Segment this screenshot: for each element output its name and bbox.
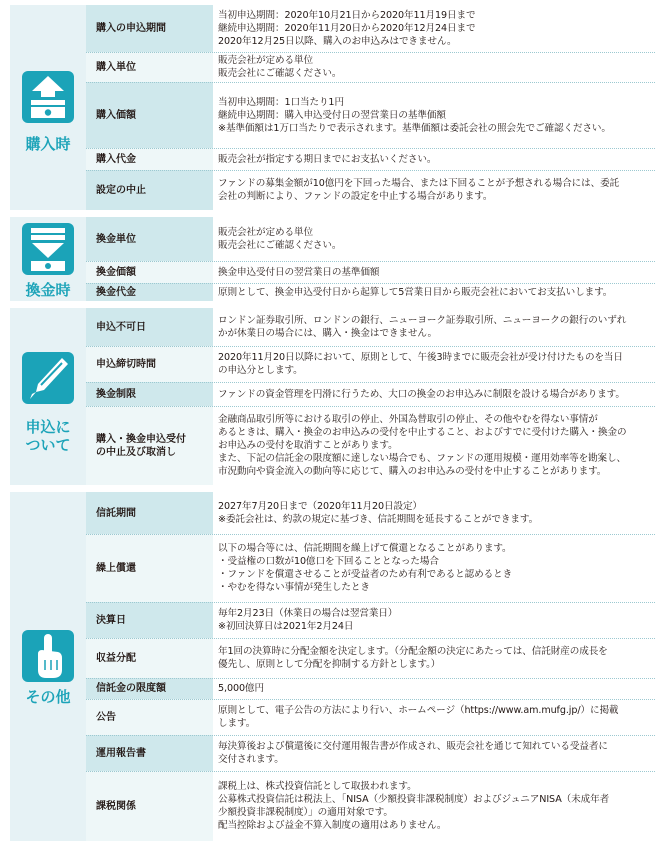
row-label: 購入・換金申込受付 の中止及び取消し xyxy=(86,406,213,485)
value-line: 優先し、原則として分配を抑制する方針とします。） xyxy=(218,659,441,670)
table-row xyxy=(86,735,655,771)
row-label: 信託金の限度額 xyxy=(86,678,213,699)
table-row xyxy=(86,492,655,534)
table-row xyxy=(86,638,655,678)
row-divider xyxy=(86,346,655,347)
row-label: 換金代金 xyxy=(86,283,213,301)
row-label: 申込不可日 xyxy=(86,308,213,346)
row-divider xyxy=(86,602,655,603)
purchase-icon xyxy=(22,71,74,123)
value-line: また、下記の信託金の限度額に達しない場合でも、ファンドの運用規模・運用効率等を勘案し、 xyxy=(218,453,627,464)
row-divider xyxy=(86,283,655,284)
value-line: ・受益権の口数が10億口を下回ることとなった場合 xyxy=(218,556,439,567)
value-line: 毎決算後および償還後に交付運用報告書が作成され、販売会社を通じて知れている受益者に xyxy=(218,741,608,752)
table-row xyxy=(86,217,655,261)
value-line: 継続申込期間：購入申込受付日の翌営業日の基準価額 xyxy=(218,109,446,121)
row-divider xyxy=(86,638,655,639)
row-divider xyxy=(86,52,655,53)
row-label: 換金単位 xyxy=(86,217,213,261)
table-row xyxy=(86,382,655,406)
value-line: 販売会社が定める単位 xyxy=(218,227,313,238)
value-line: 課税上は、株式投資信託として取扱われます。 xyxy=(218,781,417,792)
value-line: 当初申込期間：1口当たり1円 xyxy=(218,96,344,108)
row-divider xyxy=(86,82,655,83)
row-divider xyxy=(86,699,655,700)
table-row xyxy=(86,678,655,699)
value-line: 年1回の決算時に分配金額を決定します。（分配金額の決定にあたっては、信託財産の成長を xyxy=(218,646,608,657)
row-divider xyxy=(86,170,655,171)
section-4 xyxy=(10,492,655,841)
row-label: 繰上償還 xyxy=(86,534,213,602)
value-line: 原則として、換金申込受付日から起算して5営業日目から販売会社においてお支払いします。 xyxy=(218,286,613,298)
row-divider xyxy=(86,406,655,407)
row-label: 換金価額 xyxy=(86,261,213,283)
row-divider xyxy=(86,261,655,262)
value-line: あるときは、購入・換金のお申込みの受付を中止すること、およびすでに受付けた購入・換金の xyxy=(218,427,627,438)
value-line: ※初回決算日は2021年2月24日 xyxy=(218,621,354,632)
table-row xyxy=(86,82,655,148)
row-label: 収益分配 xyxy=(86,638,213,678)
row-value xyxy=(217,283,655,301)
value-line: 継続申込期間：2020年11月20日から2020年12月24日まで xyxy=(218,23,476,34)
row-value xyxy=(217,406,655,485)
pointing-hand-icon xyxy=(22,630,74,682)
redemption-icon xyxy=(22,223,74,275)
value-line: ・やむを得ない事情が発生したとき xyxy=(218,582,370,593)
row-divider xyxy=(86,678,655,679)
row-label: 換金制限 xyxy=(86,382,213,406)
row-value xyxy=(217,534,655,602)
row-value xyxy=(217,638,655,678)
value-line: 会社の判断により、ファンドの設定を中止する場合があります。 xyxy=(218,191,493,202)
category-panel xyxy=(10,217,86,301)
value-line: 公募株式投資信託は税法上、「NISA（少額投資非課税制度）およびジュニアNISA（未成年者 xyxy=(218,794,610,805)
row-value xyxy=(217,261,655,283)
row-value xyxy=(217,5,655,52)
category-panel xyxy=(10,492,86,841)
row-value xyxy=(217,699,655,735)
table-row xyxy=(86,406,655,485)
value-line: ・ファンドを償還させることが受益者のため有利であると認めるとき xyxy=(218,569,513,580)
row-label: 申込締切時間 xyxy=(86,346,213,382)
row-divider xyxy=(86,534,655,535)
row-label: 設定の中止 xyxy=(86,170,213,210)
value-line: ファンドの資金管理を円滑に行うため、大口の換金のお申込みに制限を設ける場合があります。 xyxy=(218,388,625,400)
row-label: 課税関係 xyxy=(86,771,213,841)
table-row xyxy=(86,148,655,170)
value-line: 換金申込受付日の翌営業日の基準価額 xyxy=(218,266,380,278)
value-line: 配当控除および益金不算入制度の適用はありません。 xyxy=(218,820,447,831)
value-line: 販売会社が指定する期日までにお支払いください。 xyxy=(218,153,437,165)
section-2 xyxy=(10,217,655,301)
table-row xyxy=(86,52,655,82)
value-line: 販売会社が定める単位 xyxy=(218,55,313,66)
value-line: お申込みの受付を取消すことがあります。 xyxy=(218,440,398,451)
section-1 xyxy=(10,5,655,210)
value-line: の申込分とします。 xyxy=(218,365,303,376)
row-value xyxy=(217,382,655,406)
value-line: 市況動向や資金流入の動向等に応じて、購入のお申込みの受付を中止することがあります。 xyxy=(218,466,607,477)
table-row xyxy=(86,602,655,638)
row-label: 購入単位 xyxy=(86,52,213,82)
row-value xyxy=(217,678,655,699)
category-panel xyxy=(10,308,86,485)
value-line: 金融商品取引所等における取引の停止、外国為替取引の停止、その他やむを得ない事情が xyxy=(218,414,598,425)
value-line: ※基準価額は1万口当たりで表示されます。基準価額は委託会社の照会先でご確認ください。 xyxy=(218,122,611,134)
value-line: 当初申込期間：2020年10月21日から2020年11月19日まで xyxy=(218,10,476,21)
category-title: その他 xyxy=(25,688,71,706)
row-value xyxy=(217,492,655,534)
table-row xyxy=(86,170,655,210)
row-divider xyxy=(86,771,655,772)
row-divider xyxy=(86,148,655,149)
value-line: 2020年11月20日以降において、原則として、午後3時までに販売会社が受け付けたものを当日 xyxy=(218,352,623,363)
row-value xyxy=(217,771,655,841)
category-title: 購入時 xyxy=(25,135,71,153)
value-line: します。 xyxy=(218,718,256,729)
value-line: ロンドン証券取引所、ロンドンの銀行、ニューヨーク証券取引所、ニューヨークの銀行のいずれ xyxy=(218,315,627,326)
table-row xyxy=(86,5,655,52)
row-value xyxy=(217,735,655,771)
row-label: 購入代金 xyxy=(86,148,213,170)
row-label: 信託期間 xyxy=(86,492,213,534)
value-line: 2020年12月25日以降、購入のお申込みはできません。 xyxy=(218,36,457,47)
value-line: ※委託会社は、約款の規定に基づき、信託期間を延長することができます。 xyxy=(218,514,539,525)
row-label: 購入の申込期間 xyxy=(86,5,213,52)
value-line: 販売会社にご確認ください。 xyxy=(218,240,342,251)
row-label: 運用報告書 xyxy=(86,735,213,771)
row-label: 決算日 xyxy=(86,602,213,638)
row-label: 購入価額 xyxy=(86,82,213,148)
row-value xyxy=(217,308,655,346)
table-row xyxy=(86,283,655,301)
value-line: 販売会社にご確認ください。 xyxy=(218,68,342,79)
row-label: 公告 xyxy=(86,699,213,735)
table-row xyxy=(86,534,655,602)
pen-icon xyxy=(22,352,74,404)
value-line: 2027年7月20日まで（2020年11月20日設定） xyxy=(218,501,422,512)
table-row xyxy=(86,261,655,283)
value-line: 原則として、電子公告の方法により行い、ホームページ（https://www.am.mufg.jp/）に掲載 xyxy=(218,705,619,716)
row-value xyxy=(217,52,655,82)
row-value xyxy=(217,148,655,170)
row-value xyxy=(217,346,655,382)
category-panel xyxy=(10,5,86,210)
value-line: 毎年2月23日（休業日の場合は翌営業日） xyxy=(218,608,398,619)
row-divider xyxy=(86,382,655,383)
table-row xyxy=(86,771,655,841)
value-line: ファンドの募集金額が10億円を下回った場合、または下回ることが予想される場合には、委託 xyxy=(218,178,620,189)
row-value xyxy=(217,170,655,210)
value-line: 5,000億円 xyxy=(218,683,264,694)
category-title: 申込に ついて xyxy=(25,418,71,454)
row-value xyxy=(217,602,655,638)
value-line: かが休業日の場合には、購入・換金はできません。 xyxy=(218,328,437,339)
value-line: 以下の場合等には、信託期間を繰上げて償還となることがあります。 xyxy=(218,543,512,554)
table-row xyxy=(86,346,655,382)
table-row xyxy=(86,699,655,735)
category-title: 換金時 xyxy=(25,281,71,299)
row-value xyxy=(217,82,655,148)
row-divider xyxy=(86,735,655,736)
value-line: 交付されます。 xyxy=(218,754,284,765)
table-row xyxy=(86,308,655,346)
section-3 xyxy=(10,308,655,485)
value-line: 少額投資非課税制度）」の適用対象です。 xyxy=(218,807,393,818)
row-value xyxy=(217,217,655,261)
